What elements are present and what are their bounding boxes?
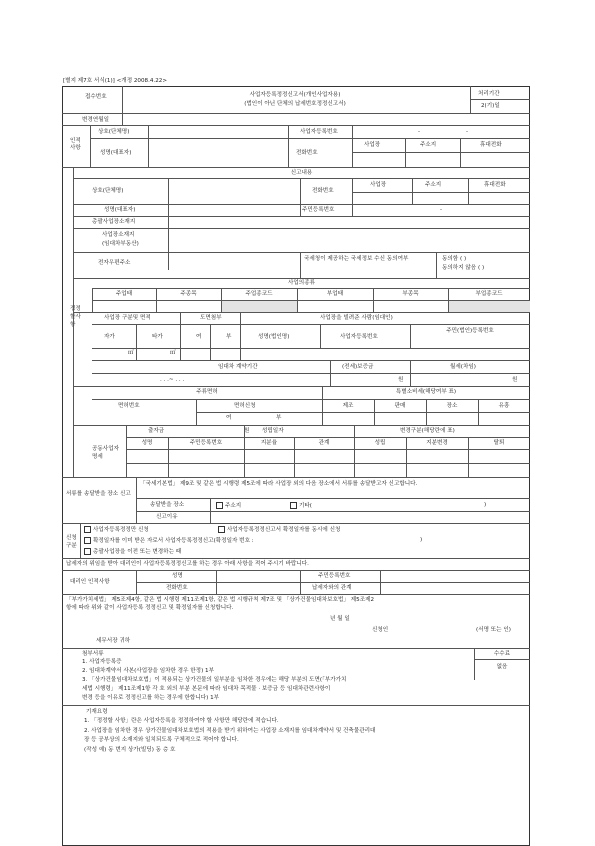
license-app-label: 면허신청 bbox=[234, 403, 256, 409]
apply-opt-1-text: 사업자등록정정만 신청 bbox=[93, 527, 149, 533]
coop-col-share-change: 지분변경 bbox=[426, 440, 448, 446]
form-title: 사업자등록정정신고서(개인사업자용) bbox=[249, 92, 341, 98]
corr-name-label: 성명(대표자) bbox=[104, 207, 136, 213]
delivery-paren: ) bbox=[484, 502, 487, 508]
lessor-brn-label: 사업자등록번호 bbox=[340, 334, 378, 340]
delivery-addr-text: 주소지 bbox=[225, 503, 242, 509]
deposit-won: 원 bbox=[398, 377, 404, 383]
form-number: [별지 제7호 서식(1)] <개정 2008.4.22> bbox=[63, 78, 168, 84]
personal-brn-label: 사업자등록번호 bbox=[300, 129, 338, 135]
personal-office-label: 사업장 bbox=[364, 142, 381, 148]
corr-home-label: 주소지 bbox=[425, 182, 442, 188]
attachment-item-4: 변경 등을 이유로 정정신고를 하는 경우에 한합니다) 1부 bbox=[82, 695, 220, 701]
corr-office-label: 사업장 bbox=[370, 182, 387, 188]
form-subtitle: (법인이 아닌 단체의 납세번호정정신고서) bbox=[244, 101, 346, 107]
biz-type-label: 사업의종류 bbox=[287, 280, 316, 286]
proxy-note: 납세자의 위임을 받아 대리인이 사업자등록정정신고를 하는 경우 아래 사항을 적어 주시기 바랍니다. bbox=[66, 561, 309, 567]
personal-home-label: 주소지 bbox=[420, 142, 437, 148]
sqm-own: ㎡ bbox=[128, 350, 134, 356]
instruction-item-2: 장 등 공부상의 소재지와 일치되도록 구체적으로 적어야 합니다. bbox=[84, 737, 239, 743]
applicant-label: 신청인 bbox=[372, 627, 389, 633]
biz-col-5: 부업종코드 bbox=[475, 291, 503, 297]
proxy-rrn-label: 주민등록번호 bbox=[318, 573, 351, 579]
monthly-rent-label: 월세(차임) bbox=[450, 364, 476, 370]
email-label: 전자우편주소 bbox=[98, 260, 131, 266]
tax-office-to: 세무서장 귀하 bbox=[96, 638, 131, 644]
biz-addr-sub: (임대차부동산) bbox=[102, 241, 139, 247]
excise-manufacture: 제조 bbox=[342, 403, 354, 409]
delivery-other-text: 기타( bbox=[299, 503, 312, 509]
sign-label: (서명 또는 인) bbox=[476, 627, 511, 633]
coop-col-name: 성명 bbox=[141, 440, 153, 446]
proxy-name-label: 성명 bbox=[172, 573, 183, 579]
proxy-phone-label: 전화번호 bbox=[166, 585, 188, 591]
license-no-label: 면허번호 bbox=[118, 403, 140, 409]
site-area-label: 사업장 구분및 면적 bbox=[104, 315, 151, 321]
biz-col-4: 부종목 bbox=[402, 291, 419, 297]
coop-col-established: 성립 bbox=[374, 440, 386, 446]
declaration-line-1: 「부가가치세법」 제5조제4항, 같은 법 시행령 제11조제1항, 같은 법 시행규칙 제7조 및 「상가건물임대차보호법」 제5조제2 bbox=[66, 597, 375, 603]
rented-label: 타가 bbox=[152, 334, 163, 340]
lease-dates[interactable]: . . .~ . . . bbox=[160, 377, 185, 383]
liquor-label: 주류면허 bbox=[196, 389, 218, 395]
excise-sale: 판매 bbox=[394, 403, 406, 409]
attachment-item-2: 3. 「상가건물임대차보호법」이 적용되는 상가건물의 일부분을 임차한 경우에는 해당 부분의 도면(「부가가치 bbox=[82, 677, 347, 683]
coop-col-relation: 관계 bbox=[318, 440, 330, 446]
declaration-date[interactable]: 년 월 일 bbox=[330, 616, 350, 622]
coop-col-share: 지분율 bbox=[260, 440, 278, 446]
instruction-item-1: 2. 사업장을 임차한 경우 상가건물임대차보호법의 적용을 받기 위하여는 사업장 소재지를 임대차계약서 및 건축물관리대 bbox=[84, 728, 376, 734]
apply-opt-3-text: 확정일자를 이미 받은 자로서 사업자등록정정신고(확정일자 번호 : bbox=[93, 538, 254, 544]
attachment-item-1: 2. 임대차계약서 사본(사업장을 임차한 경우 한정) 1부 bbox=[82, 668, 215, 674]
apply-opt-4[interactable] bbox=[84, 548, 181, 556]
deposit-label: (전세)보증금 bbox=[342, 364, 374, 370]
delivery-addr-option[interactable] bbox=[216, 502, 241, 510]
corr-rrn-label: 주민등록번호 bbox=[302, 207, 335, 213]
report-content-label: 신고내용 bbox=[290, 170, 313, 176]
rent-won: 원 bbox=[512, 377, 518, 383]
personal-trade-name: 상호(단체명) bbox=[98, 129, 130, 135]
apply-opt-2[interactable] bbox=[218, 526, 340, 534]
drawing-label: 도면첨부 bbox=[200, 315, 222, 321]
personal-mobile-label: 휴대전화 bbox=[480, 142, 502, 148]
drawing-no[interactable]: 부 bbox=[226, 334, 232, 340]
excise-venue: 장소 bbox=[446, 403, 458, 409]
coop-col-rrn: 주민등록번호 bbox=[189, 440, 223, 446]
start-date-label: 성립일자 bbox=[262, 428, 284, 434]
consent-no[interactable]: 동의하지 않음 ( ) bbox=[442, 265, 485, 271]
consent-yes[interactable]: 동의함 ( ) bbox=[442, 256, 467, 262]
declaration-line-2: 항에 따라 위와 같이 사업자등록 정정신고 및 확정일자를 신청합니다. bbox=[66, 605, 234, 611]
delivery-label: 서류를 송달받을 장소 신고 bbox=[66, 491, 131, 497]
excise-label: 특별소비세(해당여부 표) bbox=[395, 389, 457, 395]
apply-opt-4-text: 총괄사업장을 이전 또는 변경하는 때 bbox=[93, 549, 182, 555]
instructions-label: 기재요령 bbox=[86, 709, 108, 715]
brn-dash-2: - bbox=[466, 129, 469, 135]
period-label: 처리기간 bbox=[478, 91, 500, 97]
period-value: 2(기)일 bbox=[481, 103, 500, 109]
drawing-yes[interactable]: 여 bbox=[196, 334, 202, 340]
attachment-item-3: 세법 시행령」 제11조제1항 각 호 외의 부분 본문에 따라 임대차 목적물 · 보증금 등 임대차관련사항이 bbox=[82, 686, 331, 692]
delivery-reason-label: 신고이유 bbox=[156, 514, 178, 520]
fee-label: 수수료 bbox=[493, 651, 511, 657]
receipt-no-label: 접수번호 bbox=[85, 94, 107, 100]
own-label: 자가 bbox=[104, 334, 115, 340]
personal-section-label: 인적사항 bbox=[70, 138, 81, 151]
excise-entertain: 유흥 bbox=[498, 403, 510, 409]
apply-type-label: 신청구분 bbox=[66, 535, 77, 549]
apply-opt-2-text: 사업자등록정정신고서 확정일자를 동시에 신청 bbox=[227, 527, 341, 533]
head-office-label: 총괄사업장소재지 bbox=[92, 219, 136, 225]
apply-opt-3-paren: ) bbox=[420, 537, 423, 543]
biz-addr-label: 사업장소재지 bbox=[102, 232, 135, 238]
biz-col-1: 주종목 bbox=[180, 291, 197, 297]
corr-mobile-label: 휴대전화 bbox=[484, 182, 506, 188]
corr-phone-label: 전화번호 bbox=[312, 188, 334, 194]
coop-label: 공동사업자명세 bbox=[92, 446, 120, 460]
investment-won: 원 bbox=[244, 428, 250, 434]
coop-col-withdrawal: 탈퇴 bbox=[493, 440, 505, 446]
sqm-rented: ㎡ bbox=[170, 350, 176, 356]
delivery-other-option[interactable] bbox=[290, 502, 312, 510]
license-yes[interactable]: 여 bbox=[226, 415, 232, 421]
delivery-text: 「국세기본법」 제9조 및 같은 법 시행령 제5조에 따라 사업장 외의 다음 장소에서 서류를 송달받고자 신고합니다. bbox=[140, 481, 418, 487]
biz-col-2: 주업종코드 bbox=[245, 291, 273, 297]
apply-opt-1[interactable] bbox=[84, 526, 149, 534]
lessor-label: 사업장을 빌려준 사람(임대인) bbox=[320, 315, 393, 321]
personal-name-label: 성명(대표자) bbox=[100, 150, 132, 156]
apply-opt-3[interactable] bbox=[84, 537, 254, 545]
lessor-name-label: 성명(법인명) bbox=[258, 334, 290, 340]
attachments-label: 첨부서류 bbox=[82, 651, 104, 657]
biz-col-0: 주업태 bbox=[115, 291, 133, 297]
attachment-item-0: 1. 사업자등록증 bbox=[82, 659, 122, 665]
brn-dash-1: - bbox=[418, 129, 421, 135]
instruction-item-0: 1. 「정정할 사항」란은 사업자등록을 정정하여야 할 사항만 해당란에 적습니다. bbox=[84, 718, 279, 724]
corr-trade-name: 상호(단체명) bbox=[92, 188, 124, 194]
instruction-item-3: (작성 예) 동 번지 상가(빌딩) 동 층 호 bbox=[84, 747, 176, 753]
fee-value: 없음 bbox=[496, 664, 508, 670]
biz-col-3: 부업태 bbox=[326, 291, 344, 297]
lease-period-label: 임대차 계약기간 bbox=[218, 364, 258, 370]
change-date-label: 변경연월일 bbox=[82, 117, 110, 123]
consent-question: 국세청이 제공하는 국세정보 수신 동의여부 bbox=[304, 256, 409, 262]
change-type-label: 변경구분(해당란에 표) bbox=[400, 428, 455, 434]
delivery-place-label: 송달받을 장소 bbox=[150, 502, 185, 508]
personal-phone-label: 전화번호 bbox=[296, 150, 318, 156]
rrn-dash: - bbox=[440, 207, 443, 213]
lessor-rrn-label: 주민(법인)등록번호 bbox=[446, 328, 494, 334]
proxy-label: 대리인 인적사항 bbox=[70, 579, 110, 585]
correction-section-label: 정정할사항 bbox=[70, 306, 81, 328]
proxy-relation-label: 납세자와의 관계 bbox=[312, 585, 352, 591]
license-no[interactable]: 부 bbox=[276, 415, 282, 421]
investment-label: 출자금 bbox=[148, 428, 165, 434]
